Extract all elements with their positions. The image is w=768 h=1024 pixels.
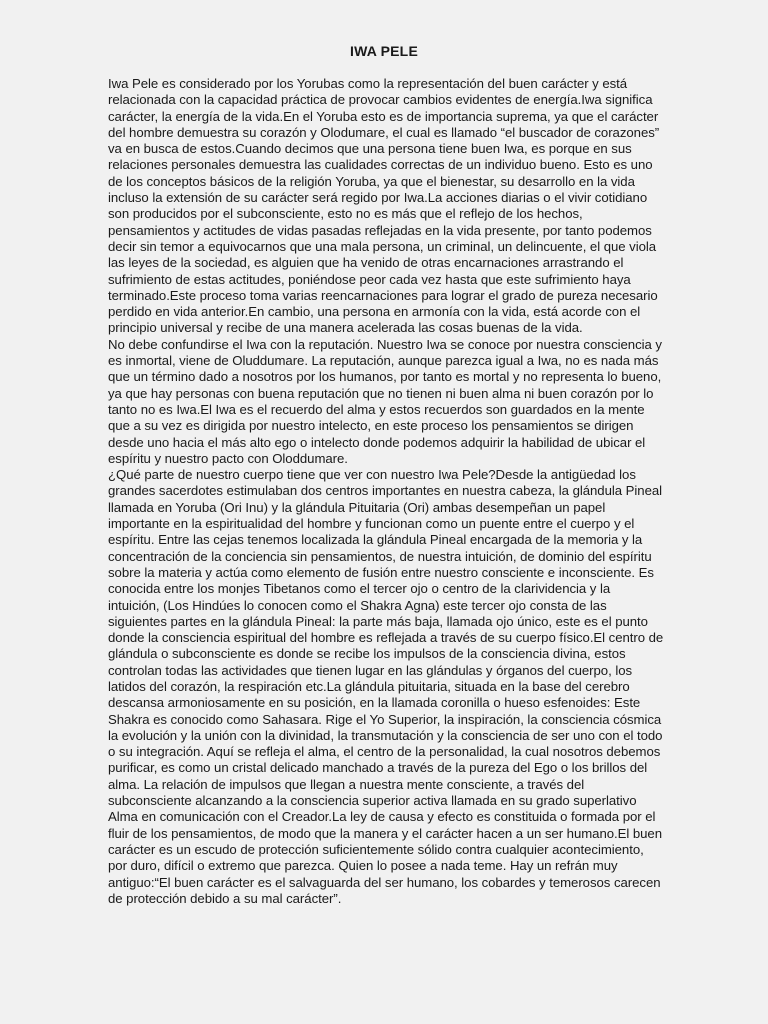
document-title: IWA PELE bbox=[350, 43, 418, 59]
paragraph-iwa-vs-reputation: No debe confundirse el Iwa con la reputación. Nuestro Iwa se conoce por nuestra consciencia y es inmortal, viene de Oluddumare. La reputación, aunque parezca igual a Iwa, no es nada más que un término dado a nosotros por los humanos, por tanto es mortal y no representa lo bueno, ya que hay personas con buena reputación que no tienen ni buen alma ni buen corazón por lo tanto no es Iwa.El Iwa es el recuerdo del alma y estos recuerdos son guardados en la mente que a su vez es dirigida por nuestro intelecto, en este proceso los pensamientos se dirigen desde uno hacia el más alto ego o intelecto donde podemos adquirir la habilidad de ubicar el espíritu y nuestro pacto con Oloddumare. bbox=[108, 336, 662, 466]
paragraph-body-glands: ¿Qué parte de nuestro cuerpo tiene que ver con nuestro Iwa Pele?Desde la antigüedad los grandes sacerdotes estimulaban dos centros importantes en nuestra cabeza, la glándula Pineal llamada en Yoruba (Ori Inu) y la glándula Pituitaria (Ori) ambas desempeñan un papel importante en la espiritualidad del hombre y funcionan como un puente entre el cuerpo y el espíritu. Entre las cejas tenemos localizada la glándula Pineal encargada de la memoria y la concentración de la conciencia sin pensamientos, de nuestra intuición, de dominio del espíritu sobre la materia y actúa como elemento de fusión entre nuestro consciente e inconsciente. Es conocida entre los monjes Tibetanos como el tercer ojo o centro de la clarividencia y la intuición, (Los Hindúes lo conocen como el Shakra Agna) este tercer ojo consta de las siguientes partes en la glándula Pineal: la parte más baja, llamada ojo único, este es el punto donde la consciencia espiritual del hombre es reflejada a través de su cuerpo físico.El centro de glándula o subconsciente es donde se recibe los impulsos de la consciencia divina, estos controlan todas las actividades que tienen lugar en las glándulas y órganos del cuerpo, los latidos del corazón, la respiración etc.La glándula pituitaria, situada en la base del cerebro descansa armoniosamente en su posición, en la llamada coronilla o hueso esfenoides: Este Shakra es conocido como Sahasara. Rige el Yo Superior, la inspiración, la consciencia cósmica la evolución y la unión con la divinidad, la transmutación y la consciencia de ser uno con el todo o su integración. Aquí se refleja el alma, el centro de la personalidad, la cual nosotros debemos purificar, es como un cristal delicado manchado a través de la pureza del Ego o los brillos del alma. La relación de impulsos que llegan a nuestra mente consciente, a través del subconsciente alcanzando a la consciencia superior activa llamada en su grado superlativo Alma en comunicación con el Creador.La ley de causa y efecto es constituida o formada por el fluir de los pensamientos, de modo que la manera y el carácter hacen a un ser humano.El buen carácter es un escudo de protección suficientemente sólido contra cualquier acontecimiento, por duro, difícil o extremo que parezca. Quien lo posee a nada teme. Hay un refrán muy antiguo:“El buen carácter es el salvaguarda del ser humano, los cobardes y temerosos carecen de protección debido a su mal carácter”. bbox=[108, 467, 664, 906]
document-body bbox=[108, 76, 664, 907]
paragraph-iwa-definition: Iwa Pele es considerado por los Yorubas como la representación del buen carácter y está relacionada con la capacidad práctica de provocar cambios evidentes de energía.Iwa significa carácter, la energía de la vida.En el Yoruba esto es de importancia suprema, ya que el carácter del hombre demuestra su corazón y Olodumare, el cual es llamado “el buscador de corazones” va en busca de estos.Cuando decimos que una persona tiene buen Iwa, es porque en sus relaciones personales demuestra las cualidades correctas de un individuo bueno. Esto es uno de los conceptos básicos de la religión Yoruba, ya que el bienestar, su desarrollo en la vida incluso la extensión de su carácter será regido por Iwa.La acciones diarias o el vivir cotidiano son producidos por el subconsciente, esto no es más que el reflejo de los hechos, pensamientos y actitudes de vidas pasadas reflejadas en la vida presente, por tanto podemos decir sin temor a equivocarnos que una mala persona, un criminal, un delincuente, el que viola las leyes de la sociedad, es alguien que ha venido de otras encarnaciones arrastrando el sufrimiento de estas actitudes, poniéndose peor cada vez hasta que este sufrimiento haya terminado.Este proceso toma varias reencarnaciones para lograr el grado de pureza necesario perdido en vida anterior.En cambio, una persona en armonía con la vida, está acorde con el principio universal y recibe de una manera acelerada las cosas buenas de la vida. bbox=[108, 76, 660, 336]
